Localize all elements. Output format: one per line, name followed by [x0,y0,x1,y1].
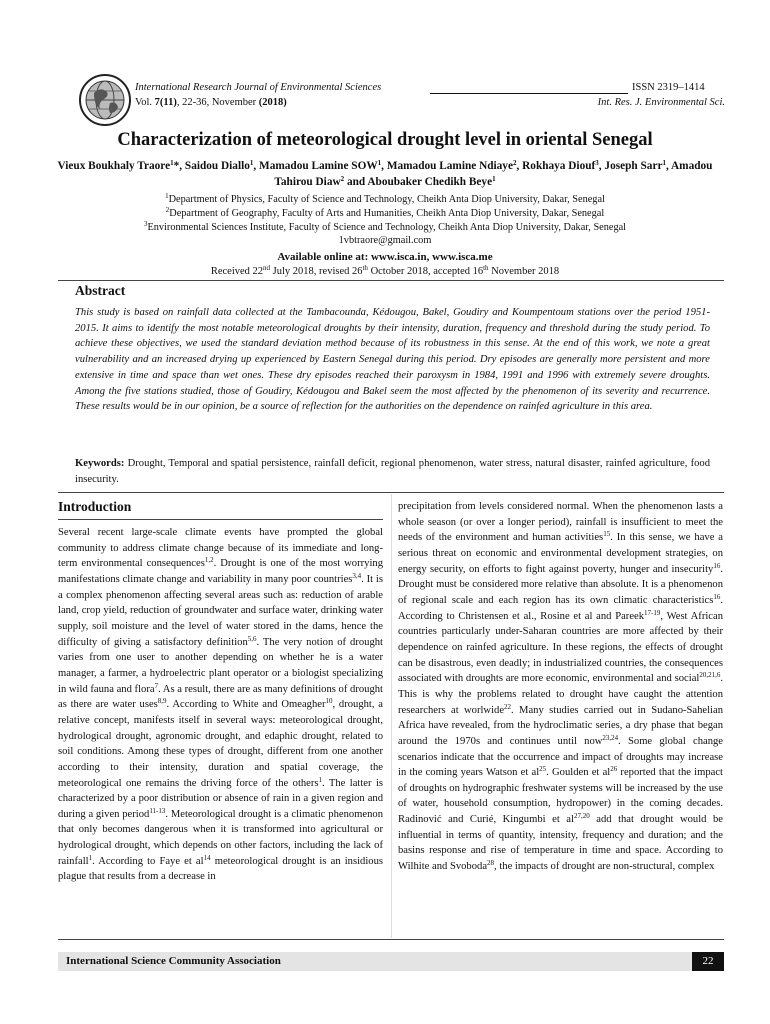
divider [58,280,724,281]
citation-ref: 27,20 [573,812,590,821]
affiliations [60,193,710,248]
citation-ref: 22 [504,702,512,711]
journal-abbrev: Int. Res. J. Environmental Sci. [597,97,725,108]
body-text-run: . The latter is characterized by a poor distribution or absence of rain in a given region and during a given period [58,777,384,820]
section-heading-rule [58,519,383,520]
abstract-text: This study is based on rainfall data collected at the Tambacounda, Kédougou, Bakel, Goudiry and Koumpentoum stations over the period 1951-2015. It aims to identify the most notable meteorological droughts by their intensity, duration, frequency and threshold during the study period. To achieve these objectives, we used the standard deviation method because of its robustness in this sense. At the end of this work, we note a great vulnerability and an increased drying up experienced by Eastern Senegal during this period. Dry episodes are generally more persistent and more extensive in time and space than wet ones. These dry episodes reached their paroxysm in 1984, 1991 and 1996 with extremely severe droughts. Among the five stations studied, those of Goudiry, Kédougou and Bakel seem the most affected by the phenomenon of its severity and recurrence. These results would be in our opinion, be a source of reflection for the authorities on the dependence on rainfed agriculture in this area. [75,307,710,413]
citation-ref: 23,24 [602,733,619,742]
author-list: Vieux Boukhaly Traore$^1$*, Saidou Diallo$^1$, Mamadou Lamine SOW$^1$, Mamadou Lamine Ndiaye$^2$, Rokhaya Diouf$^3$, Joseph Sarr$^1$, Amadou Tahirou Diaw$^2$ and Aboubaker Chedikh Beye$^1$ [57,159,713,188]
divider [58,939,724,940]
body-text-run: Several recent large-scale climate events have prompted the global community to address climate change because of its immediate and long-term environmental consequences [58,527,383,570]
body-text-run: , drought, a relative concept, manifests itself in several ways: meteorological drought, hydrological drought, agronomic drought, and edaphic drought, related to soil conditions. Among these types of drought, different from one another according to their intensity, duration and spatial coverage, the meteorological one remains the driving force of the others [58,699,383,789]
citation-ref: 1,2 [204,556,214,565]
citation-ref: 16 [713,592,721,601]
citation-ref: 26 [610,765,618,774]
body-text-run: . Goulden et al [546,767,611,779]
body-text-run: add that drought would be influential in terms of quantity, intensity, frequency and duration; and the basins response and rise of temperature in time and space. According to Wilhite and Svoboda [398,814,723,873]
citation-ref: 3,4 [352,571,362,580]
page-number: 22 [692,952,724,971]
corresponding-email[interactable]: 1vbtraore@gmail.com [338,235,432,247]
citation-ref: 14 [203,853,211,862]
body-text-run: . Many studies carried out in Sudano-Sahelian Africa have revealed, from the hydroclimatic series, a dry phase that began around the 1970s and continues until now [398,704,723,747]
body-text-run: meteorological drought is an insidious plague that results from a decrease in [58,855,383,883]
body-column-left [58,525,383,885]
header-rule [430,93,628,94]
body-text-run: , the impacts of drought are non-structural, complex [494,861,715,873]
divider [58,492,724,493]
body-text-run: . In this sense, we have a serious threat on economic and environmental development strategies, on energy security, on efforts to fight against poverty, hunger and insecurity [398,532,723,575]
affiliation-2: $^2$Department of Geography, Faculty of Arts and Humanities, Cheikh Anta Diop University, Dakar, Senegal [165,205,605,219]
citation-ref: 11-13 [149,806,166,815]
keywords: Keywords: Drought, Temporal and spatial persistence, rainfall deficit, regional phenomenon, water stress, natural disaster, rainfed agriculture, food insecurity. [75,458,710,485]
citation-ref: 17-19 [644,608,661,617]
body-text-run: . According to Christensen et al., Rosine et al and Pareek [398,594,723,622]
volume-info: Vol. 7(11), 22-36, November (2018) [135,97,287,108]
body-text-run: . Some global change scenarios indicate that the occurrence and impact of droughts may increase in the coming years Watson et al [398,735,723,779]
citation-ref: 10 [325,697,333,706]
section-heading-introduction: Introduction [58,499,132,514]
citation-ref: 28 [487,859,495,868]
citation-ref: 7 [154,681,159,690]
affiliation-1: $^1$Department of Physics, Faculty of Science and Technology, Cheikh Anta Diop University, Dakar, Senegal [165,192,605,205]
citation-ref: 20,21,6 [699,671,721,680]
issn: ISSN 2319–1414 [632,82,705,93]
body-text-run: , West African countries particularly under-Saharan countries are more affected by their dependence on rainfed agriculture. In these regions, the effects of drought can be disastrous, even deadly; in industrialized countries, the consequences associated with droughts are more economic, environmental and social [398,610,724,685]
available-online: Available online at: www.isca.in, www.isca.me [277,251,493,263]
body-text-run: reported that the impact of droughts on hydrographic freshwater systems will be increased by the use of water, household consumption, hydropower) in the coming decades. Radinović and Curié, Kingumbi et al [398,767,723,826]
submission-dates: Received 22nd July 2018, revised 26th October 2018, accepted 16th November 2018 [210,264,560,277]
citation-ref: 8,9 [157,697,167,706]
journal-logo-globe-icon [78,73,132,127]
body-text-run: . Drought is one of the most worrying manifestations climate change and variability in many poor countries [58,558,383,585]
citation-ref: 16 [713,561,721,570]
body-text-run: . This is why the problems related to drought have caught the attention researchers at worlwide [398,673,723,716]
paper-title: Characterization of meteorological drought level in oriental Senegal [117,130,653,150]
citation-ref: 25 [539,765,547,774]
body-text-run: . According to White and Omeagher [166,699,326,711]
abstract-heading: Abstract [75,283,126,298]
journal-header-line-2 [135,97,725,108]
body-text-run: . The very notion of drought varies from one user to another depending on whether he is a water manager, a farmer, a hydroelectric plant operator or a biologist specializing in wild fauna and flora [58,636,383,695]
body-text-run: . It is a complex phenomenon affecting several areas such as: reduction of arable land, crop yield, reduction of groundwater and surface water, drinking water supply, soil moisture and the level of water stored in the dams, hence the difficulty of giving a satisfactory definition [58,573,383,648]
citation-ref: 5,6 [247,634,257,643]
affiliation-3: $^3$Environmental Sciences Institute, Faculty of Science and Technology, Cheikh Anta Diop University, Dakar, Senegal [143,219,627,233]
body-text-run: . According to Faye et al [92,855,204,867]
body-text-run: . Meteorological drought is a climatic phenomenon that only becomes dangerous when it is transformed into agricultural or hydrological drought, which depends on other factors, including the lack of rainfall [58,808,384,867]
body-column-right [398,499,723,875]
journal-name: International Research Journal of Environmental Sciences [135,82,382,93]
body-text-run: precipitation from levels considered normal. When the phenomenon lasts a whole season (or over a longer period), rainfall is insufficient to meet the needs of the environment and human activities [398,501,723,544]
citation-ref: 15 [603,530,611,539]
footer-organization: International Science Community Association [66,955,281,967]
citation-ref: 1 [88,853,93,862]
body-text-run: . As a result, there are as many definitions of drought as there are water uses [58,683,383,711]
citation-ref: 1 [318,775,323,784]
body-text-run: . Drought must be considered more relative than absolute. It is a phenomenon of regional scale and each region has its own climatic characteristics [398,563,723,606]
